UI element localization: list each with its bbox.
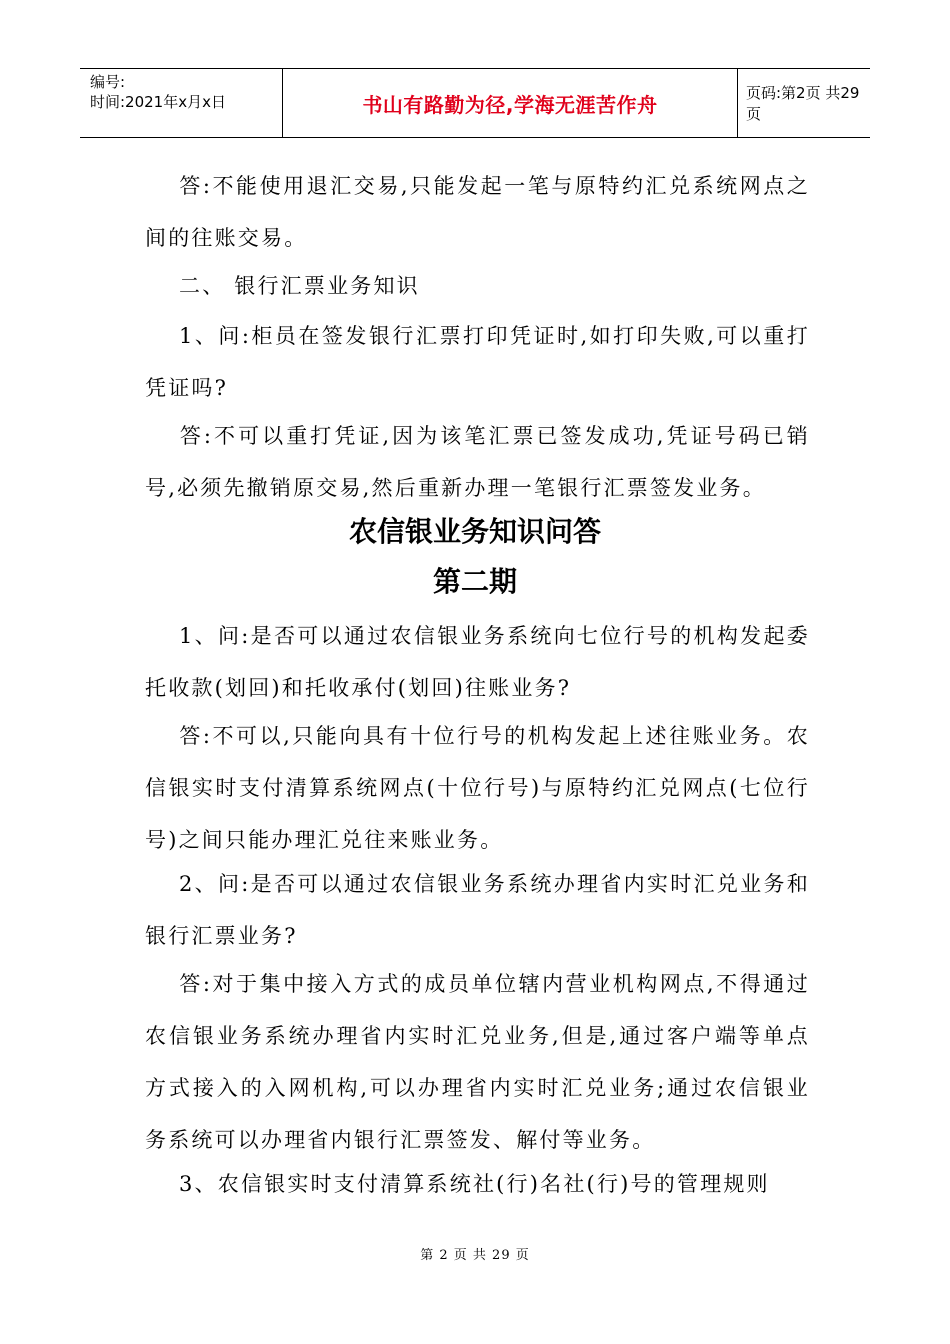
question-paragraph: 3、农信银实时支付清算系统社(行)名社(行)号的管理规则	[179, 1172, 770, 1196]
date-label: 时间:2021年x月x日	[90, 93, 226, 111]
document-subtitle: 第二期	[432, 565, 517, 598]
answer-paragraph: 答:不能使用退汇交易,只能发起一笔与原特约汇兑系统网点之间的往账交易。	[145, 174, 810, 250]
answer-paragraph: 答:不可以重打凭证,因为该笔汇票已签发成功,凭证号码已销号,必须先撤销原交易,然后重新办理一笔银行汇票签发业务。	[145, 424, 810, 500]
answer-paragraph: 答:对于集中接入方式的成员单位辖内营业机构网点,不得通过农信银业务系统办理省内实时汇兑业务,但是,通过客户端等单点方式接入的入网机构,可以办理省内实时汇兑业务;通过农信银业务系统可以办理省内银行汇票签发、解付等业务。	[145, 972, 810, 1152]
section-heading: 二、 银行汇票业务知识	[179, 274, 420, 298]
document-header	[80, 68, 870, 138]
question-paragraph: 1、问:柜员在签发银行汇票打印凭证时,如打印失败,可以重打凭证吗?	[145, 324, 810, 400]
header-info-cell	[80, 69, 283, 137]
answer-paragraph: 答:不可以,只能向具有十位行号的机构发起上述往账业务。农信银实时支付清算系统网点(十位行号)与原特约汇兑网点(七位行号)之间只能办理汇兑往来账业务。	[145, 724, 810, 852]
page-code-cell	[738, 69, 870, 137]
motto-cell	[283, 69, 738, 137]
question-paragraph: 1、问:是否可以通过农信银业务系统向七位行号的机构发起委托收款(划回)和托收承付(划回)往账业务?	[145, 624, 810, 700]
motto-text: 书山有路勤为径,学海无涯苦作舟	[362, 92, 658, 117]
number-label: 编号:	[90, 73, 126, 91]
page-footer: 第 2 页 共 29 页	[420, 1248, 530, 1263]
document-title: 农信银业务知识问答	[348, 515, 601, 548]
page-code: 页码:第2页 共29页	[746, 84, 860, 123]
question-paragraph: 2、问:是否可以通过农信银业务系统办理省内实时汇兑业务和银行汇票业务?	[145, 872, 810, 948]
